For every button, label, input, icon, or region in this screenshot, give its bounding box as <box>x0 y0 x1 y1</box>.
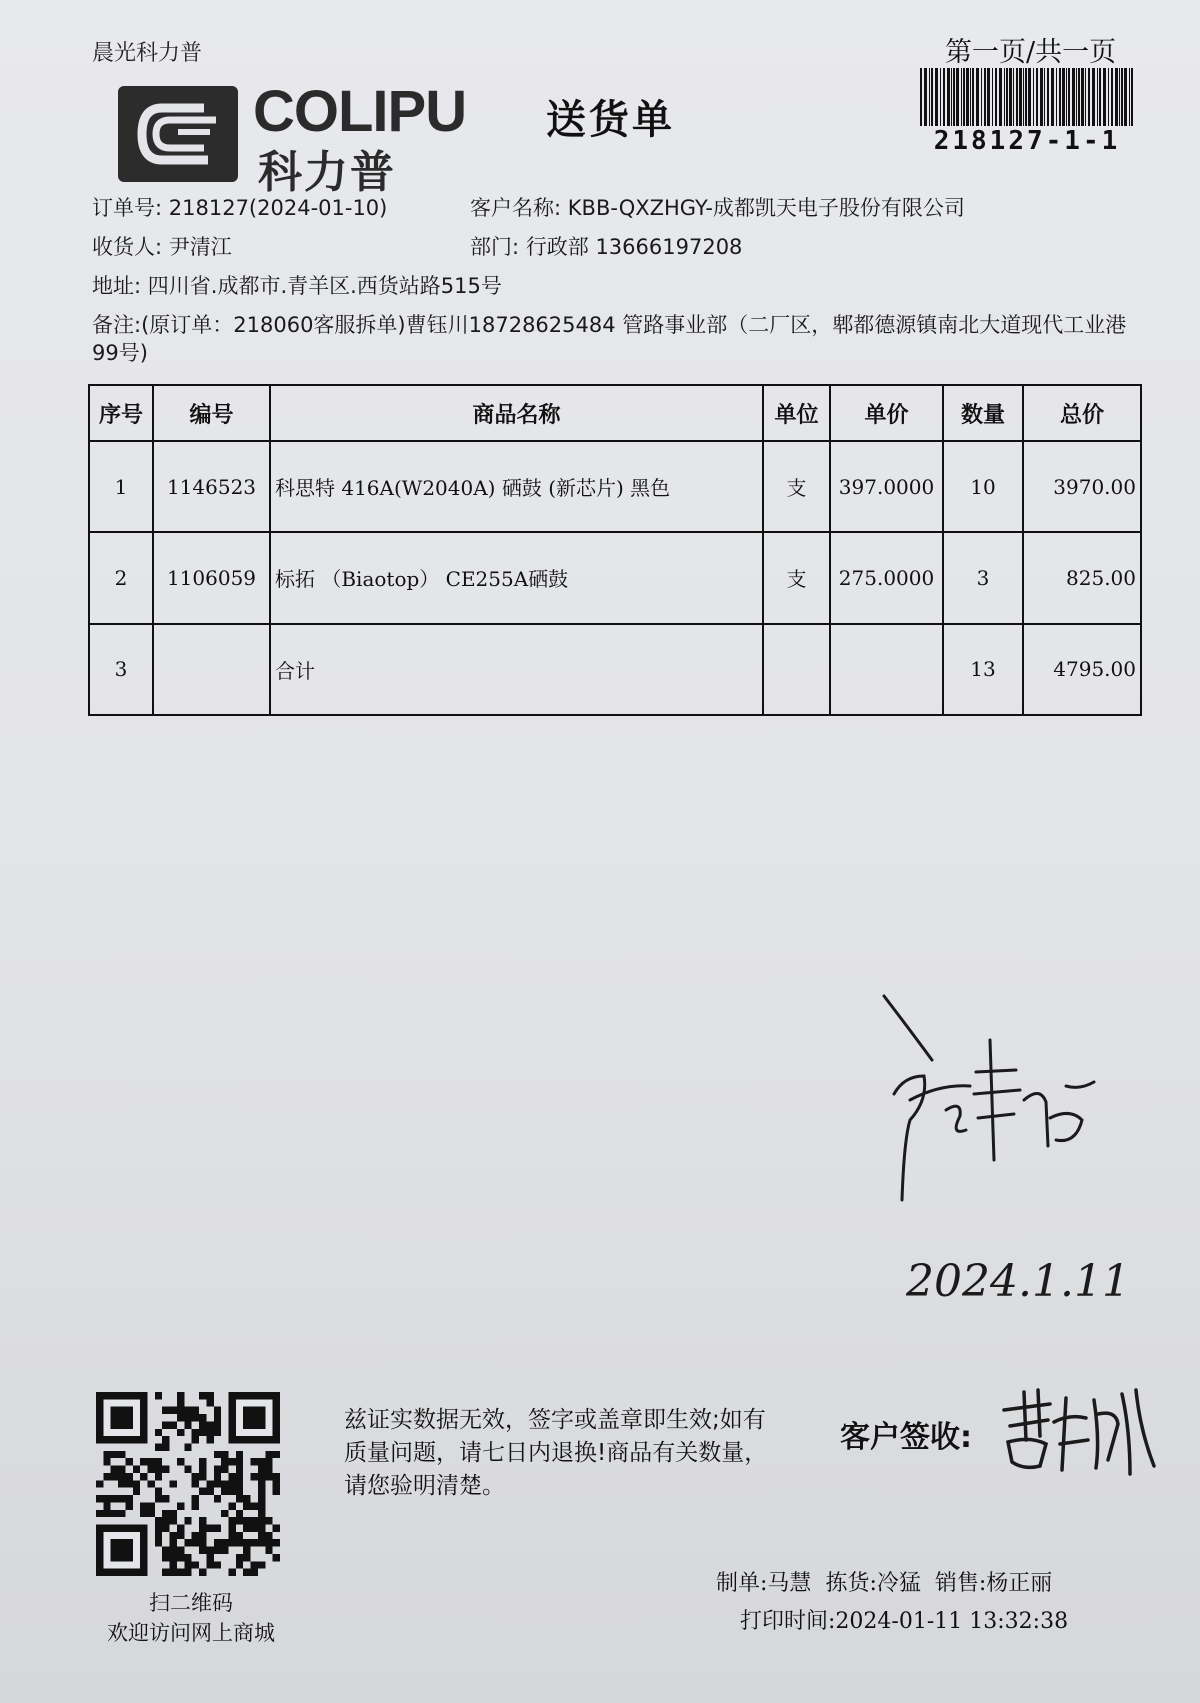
print-time <box>740 1604 1068 1635</box>
handwritten-date <box>900 1240 1160 1310</box>
header-cell-seq: 序号 <box>89 385 153 441</box>
address <box>92 270 502 300</box>
receiver-value: 尹清江 <box>168 235 232 259</box>
address-value: 四川省.成都市.青羊区.西货站路515号 <box>147 274 502 298</box>
remark <box>92 311 1132 367</box>
table-row-total <box>89 624 1141 715</box>
cell-unit: 支 <box>763 532 830 623</box>
receiver <box>92 231 232 261</box>
department <box>470 231 742 261</box>
address-label: 地址: <box>92 274 142 298</box>
cell-product: 合计 <box>270 624 763 715</box>
table-row <box>89 441 1141 532</box>
table-header-row <box>89 385 1141 441</box>
brand-name-en: COLIPU <box>253 79 467 144</box>
sales-value: 杨正丽 <box>986 1571 1053 1596</box>
cell-seq: 2 <box>89 532 153 623</box>
print-time-value: 2024-01-11 13:32:38 <box>835 1609 1069 1634</box>
cell-code: 1146523 <box>153 441 270 532</box>
cell-seq: 1 <box>89 441 153 532</box>
cell-price: 397.0000 <box>830 441 943 532</box>
cell-code <box>153 624 270 715</box>
notice-text: 兹证实数据无效，签字或盖章即生效;如有质量问题，请七日内退换!商品有关数量，请您验明清楚。 <box>344 1407 768 1499</box>
customer-sign-label: 客户签收: <box>840 1420 972 1455</box>
sales-label: 销售: <box>934 1571 987 1596</box>
remark-label: 备注: <box>92 313 142 337</box>
cell-qty: 13 <box>943 624 1023 715</box>
page-indicator: 第一页/共一页 <box>945 37 1117 68</box>
barcode <box>918 68 1136 126</box>
colipu-logo-icon <box>118 86 238 182</box>
cell-product: 科思特 416A(W2040A) 硒鼓 (新芯片) 黑色 <box>270 441 763 532</box>
cell-unit: 支 <box>763 441 830 532</box>
header-cell-unit: 单位 <box>763 385 830 441</box>
order-label: 订单号: <box>92 196 163 220</box>
order-number <box>92 192 387 222</box>
cell-total: 3970.00 <box>1023 441 1141 532</box>
maker-value: 马慧 <box>767 1571 812 1596</box>
remark-value: (原订单：218060客服拆单)曹钰川18728625484 管路事业部（二厂区，郫都德源镇南北大道现代工业港99号) <box>92 313 1127 365</box>
cell-total: 825.00 <box>1023 532 1141 623</box>
customer-name <box>470 192 965 222</box>
brand-name-cn: 科力普 <box>258 147 396 198</box>
receiver-label: 收货人: <box>92 235 163 259</box>
picker-value: 冷猛 <box>876 1571 921 1596</box>
table-row <box>89 532 1141 623</box>
header-cell-total: 总价 <box>1023 385 1141 441</box>
customer-signature <box>990 1370 1160 1480</box>
barcode-number: 218127-1-1 <box>933 126 1121 156</box>
customer-value: KBB-QXZHGY-成都凯天电子股份有限公司 <box>567 196 965 220</box>
qr-caption-line-1: 扫二维码 <box>149 1591 233 1615</box>
handwritten-signature <box>870 990 1110 1230</box>
cell-price <box>830 624 943 715</box>
items-table <box>88 384 1142 716</box>
cell-price: 275.0000 <box>830 532 943 623</box>
header-cell-code: 编号 <box>153 385 270 441</box>
customer-label: 客户名称: <box>470 196 562 220</box>
cell-code: 1106059 <box>153 532 270 623</box>
header-cell-price: 单价 <box>830 385 943 441</box>
qr-code-icon <box>96 1392 280 1576</box>
order-value: 218127(2024-01-10) <box>168 196 388 220</box>
print-time-label: 打印时间: <box>740 1609 836 1634</box>
cell-qty: 3 <box>943 532 1023 623</box>
cell-product: 标拓 （Biaotop） CE255A硒鼓 <box>270 532 763 623</box>
qr-caption-line-2: 欢迎访问网上商城 <box>107 1621 275 1645</box>
staff-line <box>716 1566 1052 1597</box>
picker-label: 拣货: <box>825 1571 877 1596</box>
cell-total: 4795.00 <box>1023 624 1141 715</box>
qr-caption <box>86 1588 296 1648</box>
handwritten-date-text: 2024.1.11 <box>906 1256 1130 1307</box>
document-title: 送货单 <box>546 97 675 143</box>
maker-label: 制单: <box>716 1571 768 1596</box>
cell-qty: 10 <box>943 441 1023 532</box>
header-cell-qty: 数量 <box>943 385 1023 441</box>
cell-unit <box>763 624 830 715</box>
cell-seq: 3 <box>89 624 153 715</box>
header-cell-product: 商品名称 <box>270 385 763 441</box>
company-name: 晨光科力普 <box>92 41 203 66</box>
dept-label: 部门: <box>470 235 520 259</box>
dept-value: 行政部 13666197208 <box>525 235 743 259</box>
